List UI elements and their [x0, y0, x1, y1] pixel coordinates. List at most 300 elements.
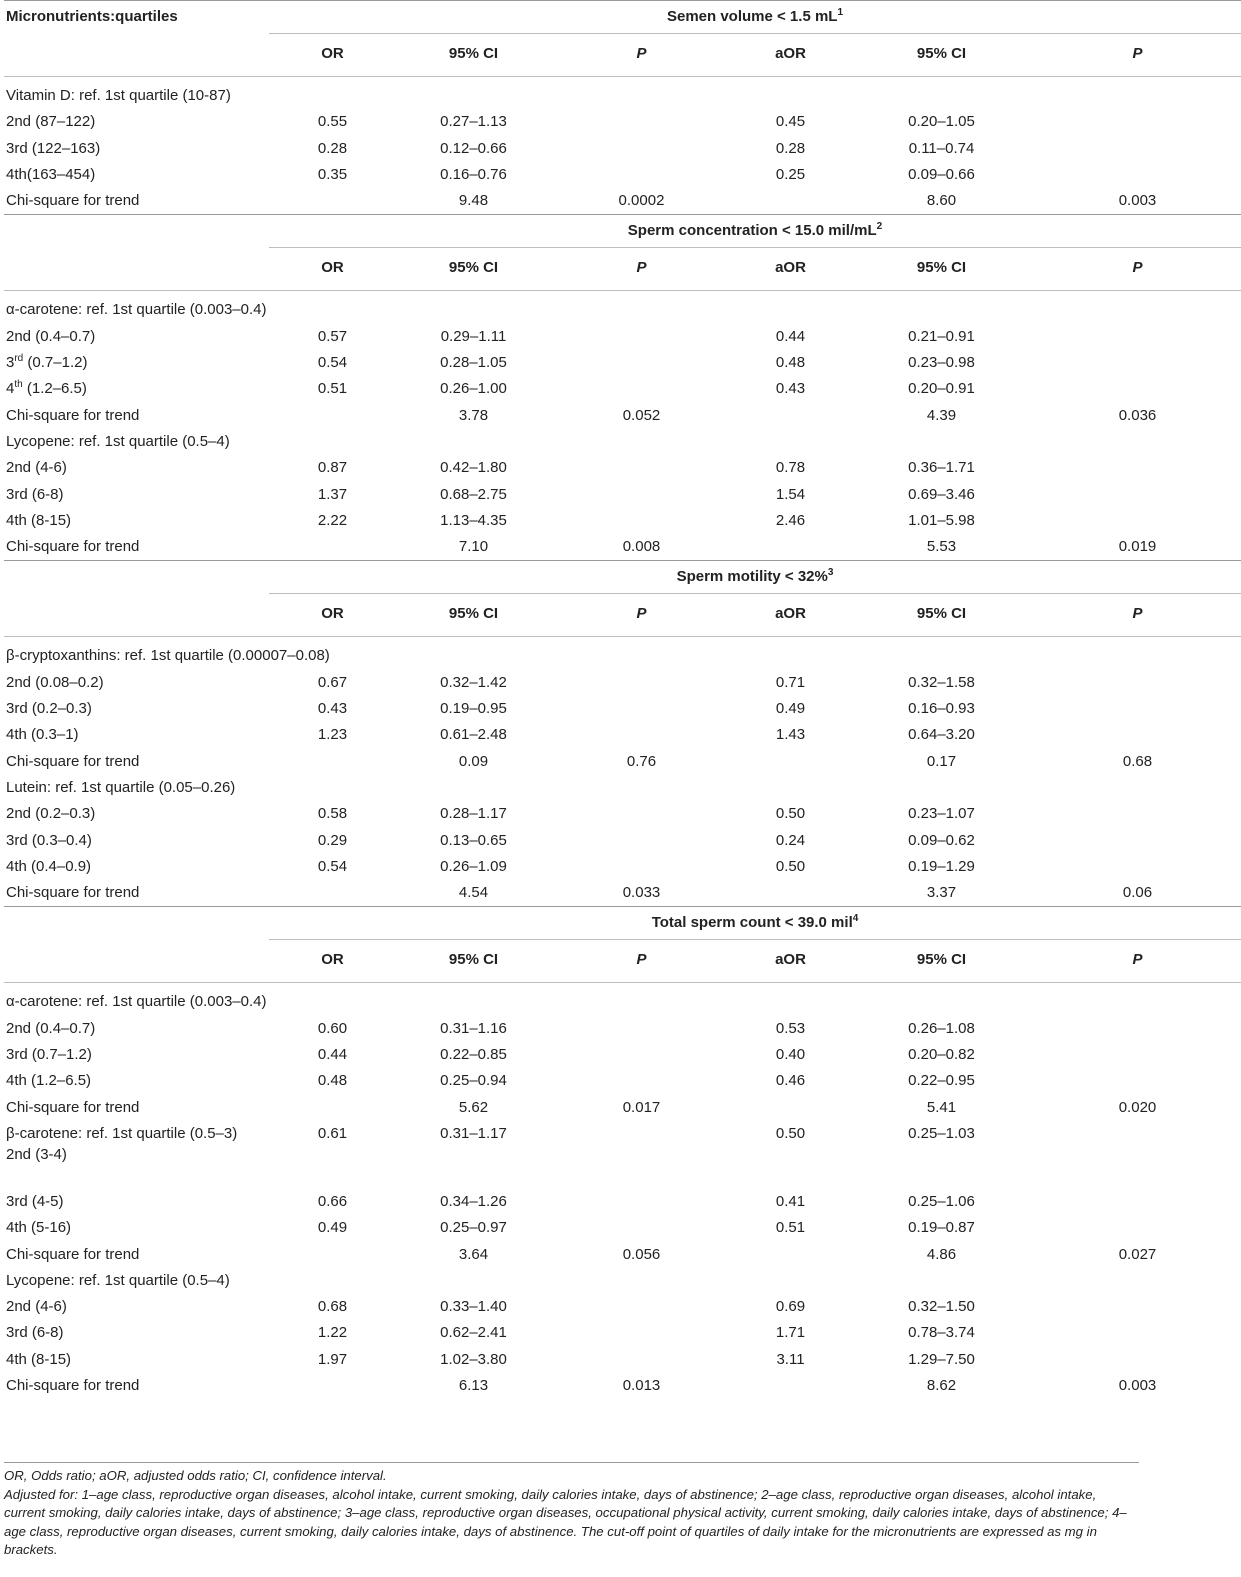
- value-aor: [732, 749, 849, 775]
- table-footnote: [4, 1462, 1139, 1560]
- value-aor: 1.43: [775, 726, 806, 744]
- value-aci: 0.19–1.29: [908, 857, 975, 875]
- header-95ci: 95% CI: [396, 34, 551, 77]
- quartile-label: 4th (5-16): [6, 1219, 72, 1237]
- value-p: 0.017: [622, 1098, 661, 1116]
- value-p: [551, 376, 732, 402]
- value-aor: 0.69: [775, 1298, 806, 1316]
- table-row: [4, 162, 1241, 188]
- value-ap: [1034, 1121, 1241, 1189]
- outcome-footnote-marker: 3: [827, 567, 834, 579]
- value-ap: [1034, 1347, 1241, 1373]
- value-ci: 6.13: [458, 1376, 489, 1394]
- quartile-label: β-carotene: ref. 1st quartile (0.5–3) 2nd (3-4): [6, 1124, 238, 1163]
- value-ci: 0.31–1.16: [440, 1019, 507, 1037]
- value-or: 0.66: [317, 1192, 348, 1210]
- value-ci: 0.13–0.65: [440, 831, 507, 849]
- table-row: [4, 1347, 1241, 1373]
- value-ap: [1034, 376, 1241, 402]
- value-ap: [1034, 1068, 1241, 1094]
- value-aor: [732, 188, 849, 215]
- quartile-label: 4th (8-15): [6, 1350, 72, 1368]
- quartile-label: Chi-square for trend: [6, 1245, 140, 1263]
- table-row: [4, 1373, 1241, 1399]
- blank-header-cell: [4, 248, 269, 291]
- table-row: [4, 1242, 1241, 1268]
- table-row: [4, 1294, 1241, 1320]
- header-or: OR: [269, 940, 396, 983]
- header-aor: aOR: [732, 940, 849, 983]
- value-ap: [1034, 1189, 1241, 1215]
- ordinal-suffix: rd: [14, 353, 24, 365]
- column-header-row: [4, 248, 1241, 291]
- value-or: 0.49: [317, 1219, 348, 1237]
- first-column-header: [4, 561, 269, 594]
- quartile-label: 2nd (0.2–0.3): [6, 805, 96, 823]
- header-p: P: [551, 34, 732, 77]
- header-p: P: [551, 940, 732, 983]
- table-row: [4, 508, 1241, 534]
- value-aci: 5.53: [926, 538, 957, 556]
- value-or: 0.48: [317, 1072, 348, 1090]
- quartile-label: Chi-square for trend: [6, 538, 140, 556]
- value-ci: 0.16–0.76: [440, 165, 507, 183]
- outcome-footnote-marker: 2: [876, 221, 883, 233]
- value-ap: [1034, 1042, 1241, 1068]
- value-ap: 0.003: [1118, 192, 1157, 210]
- value-p: [551, 722, 732, 748]
- value-p: [551, 1294, 732, 1320]
- quartile-label: 3rd (0.2–0.3): [6, 700, 92, 718]
- value-ap: 0.020: [1118, 1098, 1157, 1116]
- table-row: [4, 1189, 1241, 1215]
- value-p: 0.008: [622, 538, 661, 556]
- value-ci: 0.29–1.11: [440, 327, 507, 345]
- value-or: 0.51: [317, 380, 348, 398]
- adjustment-note: Adjusted for: 1–age class, reproductive organ diseases, alcohol intake, current smoking, daily calories intake, days of abstinence; 2–age class, reproductive organ diseases, alcohol intake, current smoking, daily calories intake, days of abstinence; 3–age class, reproductive organ diseases, occupational physical activity, current smoking, daily calories intake, days of abstinence; 4–age class, reproductive organ diseases, current smoking, daily calories intake, days of abstinence. The cut-off point of quartiles of daily intake for the micronutrients are expressed as mg in brackets.: [4, 1486, 1127, 1557]
- table-row: [4, 534, 1241, 561]
- table-row: [4, 1016, 1241, 1042]
- quartile-label: Chi-square for trend: [6, 1376, 140, 1394]
- micronutrient-label: Vitamin D: ref. 1st quartile (10-87): [6, 87, 231, 104]
- micronutrient-group-row: [4, 637, 1241, 670]
- value-or: 0.35: [317, 165, 348, 183]
- micronutrient-label: β-cryptoxanthins: ref. 1st quartile (0.00007–0.08): [6, 647, 330, 665]
- ordinal-suffix: th: [14, 379, 23, 391]
- value-aci: 0.21–0.91: [908, 327, 975, 345]
- header-p: P: [551, 594, 732, 637]
- value-aci: 4.39: [926, 406, 957, 424]
- value-aci: 0.20–0.82: [908, 1046, 975, 1064]
- header-adjusted-95ci: 95% CI: [849, 940, 1034, 983]
- table-row: [4, 350, 1241, 376]
- header-aor: aOR: [732, 248, 849, 291]
- quartile-label: Chi-square for trend: [6, 884, 140, 902]
- value-aci: 8.62: [926, 1376, 957, 1394]
- value-ci: 0.26–1.00: [440, 380, 507, 398]
- quartile-label: 3rd (0.7–1.2): [6, 1046, 92, 1064]
- header-95ci: 95% CI: [396, 248, 551, 291]
- value-or: 0.57: [317, 327, 348, 345]
- value-ap: [1034, 722, 1241, 748]
- blank-header-cell: [4, 594, 269, 637]
- quartile-label: 4th (8-15): [6, 511, 72, 529]
- quartile-label: 2nd (4-6): [6, 1298, 67, 1316]
- value-or: [269, 880, 396, 907]
- value-aci: 0.23–0.98: [908, 354, 975, 372]
- value-aor: 3.11: [776, 1350, 805, 1368]
- value-aci: 0.69–3.46: [908, 485, 975, 503]
- value-ci: 1.02–3.80: [440, 1350, 507, 1368]
- value-ci: 0.33–1.40: [440, 1298, 507, 1316]
- value-ap: 0.027: [1118, 1245, 1157, 1263]
- value-p: 0.052: [622, 406, 661, 424]
- value-or: [269, 188, 396, 215]
- column-header-row: [4, 34, 1241, 77]
- quartile-label: Chi-square for trend: [6, 192, 140, 210]
- micronutrient-group-row: [4, 77, 1241, 110]
- value-aor: 0.24: [775, 831, 806, 849]
- value-ci: 0.22–0.85: [440, 1046, 507, 1064]
- quartile-label: 4th (1.2–6.5): [6, 1072, 92, 1090]
- value-aci: 5.41: [926, 1098, 957, 1116]
- value-p: [551, 828, 732, 854]
- value-ap: 0.68: [1122, 752, 1153, 770]
- value-ap: [1034, 136, 1241, 162]
- header-adjusted-p: P: [1034, 594, 1241, 637]
- header-or: OR: [269, 594, 396, 637]
- outcome-title-text: Sperm motility < 32%: [676, 568, 828, 586]
- value-aor: 0.78: [775, 459, 806, 477]
- value-aor: 0.46: [775, 1072, 806, 1090]
- value-ap: [1034, 1294, 1241, 1320]
- value-aor: 2.46: [775, 511, 806, 529]
- value-p: 0.013: [622, 1376, 661, 1394]
- value-p: [551, 350, 732, 376]
- outcome-title-text: Sperm concentration < 15.0 mil/mL: [627, 222, 877, 240]
- value-ci: 3.78: [458, 406, 489, 424]
- micronutrient-label: α-carotene: ref. 1st quartile (0.003–0.4): [6, 993, 267, 1011]
- value-or: 1.37: [317, 485, 348, 503]
- value-aci: 0.78–3.74: [908, 1324, 975, 1342]
- quartile-label: 3rd (0.3–0.4): [6, 831, 92, 849]
- value-ci: 0.32–1.42: [440, 673, 507, 691]
- value-aci: 0.11–0.74: [908, 139, 975, 157]
- value-ci: 0.62–2.41: [440, 1324, 507, 1342]
- value-p: [551, 109, 732, 135]
- value-or: 1.23: [317, 726, 348, 744]
- value-aci: 0.16–0.93: [908, 700, 975, 718]
- value-ci: 0.25–0.94: [440, 1072, 507, 1090]
- value-p: [551, 136, 732, 162]
- value-aor: 0.25: [775, 165, 806, 183]
- header-adjusted-95ci: 95% CI: [849, 594, 1034, 637]
- value-or: 0.61: [317, 1124, 348, 1142]
- quartile-label: 2nd (0.4–0.7): [6, 327, 96, 345]
- value-ap: [1034, 455, 1241, 481]
- value-aci: 0.25–1.03: [908, 1124, 975, 1142]
- quartile-label: 4th (0.4–0.9): [6, 857, 92, 875]
- value-ap: [1034, 828, 1241, 854]
- value-ci: 0.34–1.26: [440, 1192, 507, 1210]
- value-ci: 1.13–4.35: [440, 511, 507, 529]
- quartile-label: 4th(163–454): [6, 165, 96, 183]
- value-ap: [1034, 1016, 1241, 1042]
- table-row: [4, 136, 1241, 162]
- value-ci: 9.48: [458, 192, 489, 210]
- value-or: 0.28: [317, 139, 348, 157]
- value-ci: 0.31–1.17: [440, 1124, 507, 1142]
- table-row: [4, 670, 1241, 696]
- value-aci: 0.64–3.20: [908, 726, 975, 744]
- value-aci: 0.26–1.08: [908, 1019, 975, 1037]
- value-or: 1.97: [317, 1350, 348, 1368]
- outcome-title: [269, 215, 1241, 248]
- value-ci: 0.25–0.97: [440, 1219, 507, 1237]
- quartile-label: 3rd (122–163): [6, 139, 101, 157]
- header-or: OR: [269, 248, 396, 291]
- value-ap: [1034, 162, 1241, 188]
- value-aci: 0.20–1.05: [908, 113, 975, 131]
- outcome-footnote-marker: 4: [852, 913, 859, 925]
- table-row: [4, 324, 1241, 350]
- value-ci: 0.42–1.80: [440, 459, 507, 477]
- value-aor: 1.71: [775, 1324, 806, 1342]
- value-or: [269, 749, 396, 775]
- quartile-label: 4th (0.3–1): [6, 726, 79, 744]
- value-p: 0.76: [626, 752, 657, 770]
- value-aci: 0.22–0.95: [908, 1072, 975, 1090]
- value-ci: 0.27–1.13: [440, 113, 507, 131]
- value-p: [551, 1042, 732, 1068]
- table-row: [4, 109, 1241, 135]
- micronutrient-label: Lycopene: ref. 1st quartile (0.5–4): [6, 432, 230, 450]
- value-aci: 0.09–0.66: [908, 165, 975, 183]
- value-p: [551, 1320, 732, 1346]
- value-or: [269, 534, 396, 561]
- value-p: 0.033: [622, 884, 661, 902]
- outcome-title: [269, 561, 1241, 594]
- abbreviations-note: OR, Odds ratio; aOR, adjusted odds ratio; CI, confidence interval.: [4, 1468, 387, 1483]
- value-or: 2.22: [317, 511, 348, 529]
- first-column-header: [4, 907, 269, 940]
- value-p: [551, 482, 732, 508]
- value-p: [551, 801, 732, 827]
- quartile-label: 2nd (0.08–0.2): [6, 673, 104, 691]
- header-aor: aOR: [732, 594, 849, 637]
- micronutrient-group-row: [4, 1268, 1241, 1294]
- quartile-label: 3rd (4-5): [6, 1192, 64, 1210]
- value-p: [551, 324, 732, 350]
- value-aci: 0.19–0.87: [908, 1219, 975, 1237]
- value-ci: 0.19–0.95: [440, 700, 507, 718]
- value-aci: 1.29–7.50: [908, 1350, 975, 1368]
- blank-header-cell: [4, 940, 269, 983]
- quartile-label: 3rd (6-8): [6, 485, 64, 503]
- value-p: [551, 1347, 732, 1373]
- outcome-title-text: Semen volume < 1.5 mL: [666, 8, 838, 25]
- value-or: 0.68: [317, 1298, 348, 1316]
- results-table-body: [4, 1, 1241, 1400]
- value-aor: 0.50: [775, 805, 806, 823]
- value-ap: [1034, 324, 1241, 350]
- value-aci: 0.32–1.50: [908, 1298, 975, 1316]
- value-aci: 0.09–0.62: [908, 831, 975, 849]
- value-or: [269, 1242, 396, 1268]
- outcome-title: [269, 907, 1241, 940]
- table-row: [4, 828, 1241, 854]
- value-aor: [732, 1242, 849, 1268]
- quartile-label: 2nd (4-6): [6, 459, 67, 477]
- value-aci: 3.37: [926, 884, 957, 902]
- micronutrient-group-row: [4, 775, 1241, 801]
- column-header-row: [4, 594, 1241, 637]
- value-aor: 0.49: [775, 700, 806, 718]
- value-ap: [1034, 1320, 1241, 1346]
- header-adjusted-p: P: [1034, 34, 1241, 77]
- value-aci: 0.25–1.06: [908, 1192, 975, 1210]
- value-ci: 4.54: [458, 884, 489, 902]
- value-p: [551, 854, 732, 880]
- quartile-label: 3rd (6-8): [6, 1324, 64, 1342]
- section-header-row: [4, 1, 1241, 34]
- table-row: [4, 749, 1241, 775]
- header-or: OR: [269, 34, 396, 77]
- value-aor: 0.44: [775, 327, 806, 345]
- value-p: 0.056: [622, 1245, 661, 1263]
- first-column-header: [4, 215, 269, 248]
- value-aci: 1.01–5.98: [908, 511, 975, 529]
- results-table: [4, 0, 1241, 1399]
- value-aor: 0.41: [775, 1192, 806, 1210]
- value-aor: [732, 403, 849, 429]
- table-row: [4, 801, 1241, 827]
- value-ap: [1034, 670, 1241, 696]
- value-or: 0.54: [317, 857, 348, 875]
- value-p: [551, 1068, 732, 1094]
- micronutrient-group-row: [4, 983, 1241, 1016]
- section-header-row: [4, 215, 1241, 248]
- header-p: P: [551, 248, 732, 291]
- section-header-row: [4, 561, 1241, 594]
- micronutrient-group-row: [4, 291, 1241, 324]
- value-aor: 1.54: [775, 485, 806, 503]
- value-p: 0.0002: [618, 192, 665, 210]
- table-row: [4, 1095, 1241, 1121]
- table-row: [4, 1320, 1241, 1346]
- value-aor: [732, 880, 849, 907]
- value-ap: 0.003: [1118, 1376, 1157, 1394]
- value-aor: 0.53: [775, 1019, 806, 1037]
- table-row: [4, 188, 1241, 215]
- table-row: [4, 1042, 1241, 1068]
- outcome-title: [269, 1, 1241, 34]
- value-aor: 0.45: [775, 113, 806, 131]
- table-row: [4, 455, 1241, 481]
- value-aci: 4.86: [926, 1245, 957, 1263]
- value-aor: 0.50: [775, 1124, 806, 1142]
- outcome-title-text: Total sperm count < 39.0 mil: [651, 914, 853, 932]
- column-header-row: [4, 940, 1241, 983]
- value-aci: 0.23–1.07: [908, 805, 975, 823]
- value-or: 0.60: [317, 1019, 348, 1037]
- value-or: 0.29: [317, 831, 348, 849]
- value-p: [551, 455, 732, 481]
- outcome-footnote-marker: 1: [837, 7, 844, 18]
- micronutrient-group-row: [4, 429, 1241, 455]
- quartile-label: 4th (1.2–6.5): [6, 379, 87, 398]
- value-ap: 0.06: [1122, 884, 1153, 902]
- value-ci: 0.28–1.05: [440, 354, 507, 372]
- value-aor: 0.48: [775, 354, 806, 372]
- value-or: [269, 1095, 396, 1121]
- value-ci: 0.61–2.48: [440, 726, 507, 744]
- value-p: [551, 508, 732, 534]
- value-ci: 0.28–1.17: [440, 805, 507, 823]
- quartile-label: 2nd (0.4–0.7): [6, 1019, 96, 1037]
- value-aor: 0.50: [775, 857, 806, 875]
- table-row: [4, 1068, 1241, 1094]
- quartile-label: Chi-square for trend: [6, 406, 140, 424]
- value-aor: 0.43: [775, 380, 806, 398]
- header-adjusted-95ci: 95% CI: [849, 34, 1034, 77]
- value-ap: 0.019: [1118, 538, 1157, 556]
- value-aci: 0.17: [926, 752, 957, 770]
- value-ap: [1034, 696, 1241, 722]
- value-or: 0.44: [317, 1046, 348, 1064]
- value-ap: [1034, 801, 1241, 827]
- value-p: [551, 162, 732, 188]
- value-or: 1.22: [317, 1324, 348, 1342]
- value-aci: 0.20–0.91: [908, 380, 975, 398]
- micronutrient-label: α-carotene: ref. 1st quartile (0.003–0.4): [6, 301, 267, 319]
- quartile-label: Chi-square for trend: [6, 1098, 140, 1116]
- value-ap: [1034, 854, 1241, 880]
- header-95ci: 95% CI: [396, 940, 551, 983]
- value-ci: 0.68–2.75: [440, 485, 507, 503]
- header-adjusted-p: P: [1034, 940, 1241, 983]
- table-row: [4, 722, 1241, 748]
- value-p: [551, 1016, 732, 1042]
- value-p: [551, 670, 732, 696]
- section-header-row: [4, 907, 1241, 940]
- value-ap: [1034, 482, 1241, 508]
- value-or: [269, 403, 396, 429]
- table-row: [4, 1215, 1241, 1241]
- quartile-label: Chi-square for trend: [6, 752, 140, 770]
- table-row: [4, 880, 1241, 907]
- value-ap: 0.036: [1118, 406, 1157, 424]
- value-aor: [732, 1095, 849, 1121]
- table-row: [4, 482, 1241, 508]
- header-adjusted-p: P: [1034, 248, 1241, 291]
- value-or: 0.55: [317, 113, 348, 131]
- value-aor: [732, 534, 849, 561]
- value-p: [551, 1121, 732, 1189]
- value-or: 0.43: [317, 700, 348, 718]
- table-row: [4, 376, 1241, 402]
- value-or: 0.87: [317, 459, 348, 477]
- value-ci: 0.26–1.09: [440, 857, 507, 875]
- value-aci: 0.32–1.58: [908, 673, 975, 691]
- value-p: [551, 1189, 732, 1215]
- blank-header-cell: [4, 34, 269, 77]
- value-ap: [1034, 350, 1241, 376]
- quartile-label: 2nd (87–122): [6, 113, 96, 131]
- value-aor: 0.40: [775, 1046, 806, 1064]
- value-or: 0.58: [317, 805, 348, 823]
- table-row: [4, 1121, 1241, 1189]
